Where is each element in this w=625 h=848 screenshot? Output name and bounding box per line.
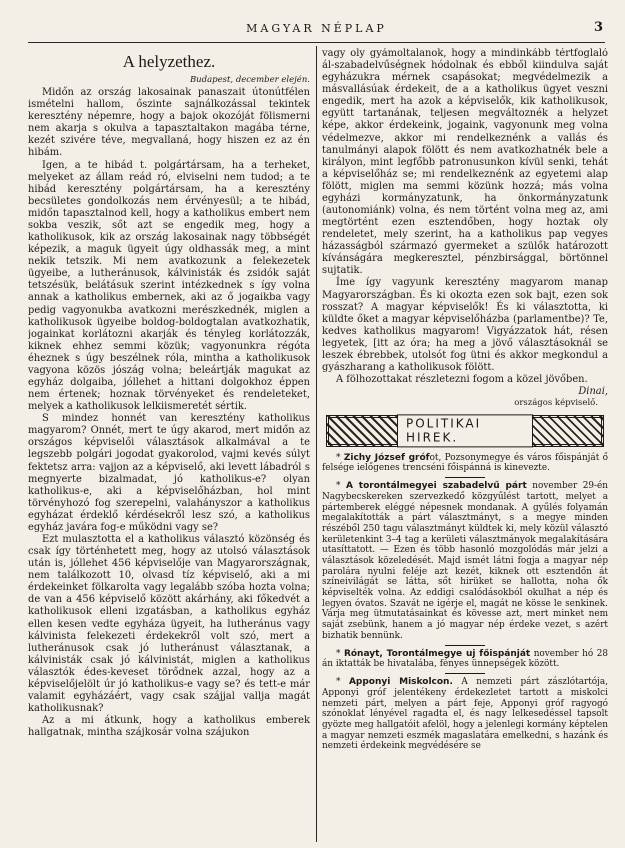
article-paragraph: S mindez honnét van keresztény katholikus magyarom? Onnét, mert te úgy akarod, mert midőn az országos képviselői választások alkalmával a te legszebb polgári jogodat gyakorolod, vajmi kevés súlyt fektetsz arra: vajjon az a képviselő, aki levett lábadról s megnyerte bizalmadat, jó katholikus-e? olyan katholikus-e, aki a képviselőházban, hol mint törvényhozó fog szerepelni, valahányszor a katholikus egyházat érdeklő kérdésekről lesz szó, a katholikus egyház javára fog-e működni vagy se? [28,413,310,533]
news-headline: Rónayt, Torontálmegye uj főispánját [343,648,531,659]
article-signature: Dinai, [578,386,608,398]
news-text: november 29-én Nagybecskereken szervezkedő közgyűlést tartott, melyet a pártemberek eléggé népesnek mondanak. A gyűlés folyamán megalakították a párt választmányt, s a megye minden részéből 250 tagu választmányt küldtek ki, mely közül választó kerületenkint 3–4 tag a kerületi választmányok megalakítására utasíttatott. — Ezen és több hasonló mozgolódás már jelzi a választások közeledését. Majd ismét látni fogja a magyar nép parolára nyulni feléje azt kezét, kiknek ott esztendőn át színeivilágát se látta, sőt hirüket se hallotta, noha ők képviselték volna. Az eddigi csalódásokból okulhat a nép és legyen óvatos. Szavát ne igérje el, magát ne kösse le senkinek. Várja meg ütmutatásainkat és kövesse azt, mert minket nem saját zsebünk, hanem a jó magyar nép érdeke vezet, s azért bizhatik bennünk. [322,481,608,641]
news-item: * Apponyi Miskolcon. A nemzeti párt zászlótartója, Apponyi gróf jelentékeny érdekezletet tartott a miskolci nemzeti párt, melyen a párt feje, Apponyi gróf ragyogó szónoklat lényével ragadta el, és nagy lelkesedéssel tapsolt gyözte meg hallgatóit afelöl, hogy a jelenlegi kormány képtelen a magyar nemzeti eszmék magaslatára emelkedni, s hazánk és nemzeti érdekeink megvédésére se [322,677,608,752]
news-item: * A torontálmegyei szabadelvű párt november 29-én Nagybecskereken szervezkedő közgyűlést tartott, melyet a pártemberek eléggé népesnek mondanak. A gyűlés folyamán megalakították a párt választmányt, s a megye minden részéből 250 tagu választmányt küldtek ki, mely közül választó kerületenkint 3–4 tag a kerületi választmányok megalakítására utasíttatott. — Ezen és több hasonló mozgolódás már jelzi a választások közeledését. Majd ismét látni fogja a magyar nép parolára nyulni feléje azt kezét, kiknek ott esztendőn át színeivilágát se látta, sőt hirüket se hallotta, noha ők képviselték volna. Az eddigi csalódásokból okulhat a nép és legyen óvatos. Szavát ne igérje el, magát ne kösse le senkinek. Várja meg ütmutatásainkat és kövesse azt, mert minket nem saját zsebünk, hanem a jó magyar nép érdeke vezet, s azért bizhatik bennünk. [322,481,608,641]
article-paragraph: Ezt mulasztotta el a katholikus választó közönség és csak így történhetett meg, hogy az utolsó választások után is, jóllehet 456 képviselője van Magyarországnak, nem találkozott 10, olvasd tíz képviselő, aki a mi érdekeinket fölkarolta vagy legalább szóba hozta volna; de van a 456 képviselő között akárhány, aki főkedvét a katholikusok elleni izgatásban, a katholikus egyház ellen kesen vedte egyháza ügyeit, ha lutheránus vagy kálvinista felekezeti érdekekről volt szó, mert a lutheránusok csak jó lutheránust választanak, a kálvinisták csak jó kálvinistát, miglen a katholikus választók édes-keveset törődnek azzal, hogy az a képviselőjelölt úr jó katholikus-e vagy se? és tett-e már valamit egyházáért, vagy csak szájjal vallja magát katholikusnak? [28,533,310,715]
news-separator [445,477,485,478]
right-column [322,48,608,842]
column-rule [316,46,317,842]
article-title: A helyzethez. [122,52,216,71]
article-paragraph: A fölhozottakat részletezni fogom a közel jövőben. [336,374,588,386]
masthead: MAGYAR NÉPLAP [246,22,387,35]
news-item: * Rónayt, Torontálmegye uj főispánját november hó 28 án iktatták be hivatalába, fényes ünnepségek között. [322,648,608,670]
news-list [322,453,608,752]
news-text: ot, Pozsonymegye és város főispánját ő felsége ielőgenes trencséni főispánná is kinevezte. [322,452,608,474]
article-paragraph: Igen, a te hibád t. polgártársam, ha a terheket, melyeket az állam reád ró, elviselni nem tudod; a te hibád keresztény polgártársam, ha a keresztény becsületes gondolkozás nem érvényesül; a te hibád, midőn tapasztalnod kell, hogy a katholikus embert nem sokba veszik, sőt azt se engedik meg, hogy a katholikusok, kik az ország lakosainak nagy többségét képezik, a maguk ügyeit úgy oldhassák meg, a mint nekik tetszik. Mi nem avatkozunk a felekezetek ügyeibe, a lutheránusok, kálvinisták és zsidók saját tetszésük, belátásuk szerint intézkednek s így volna annak a katholikus embernek, aki az ő jogaikba vagy pedig vagyonukba avatkozni merészkednék, miglen a katholikusok ügyeibe boldog-boldogtalan avatkozhatik, jogainkat korlátozni akarják és tényleg korlátozzák, kiknek ehhez semmi közük; vagyonunkra régóta éheznek s úgy beszélnek róla, mintha a katholikusok vagyona közös jószág volna; beleártják magukat az egyház dolgaiba, jóllehet a hittani dolgokhoz éppen nem értenek; hoznak törvényeket és rendeleteket, melyek a katholikusok lelkiismeretét sértik. [28,159,310,413]
article-signature-title: országos képviselő. [514,398,598,409]
article-paragraph: Az a mi átkunk, hogy a katholikus emberek hallgatnak, mintha szájkosár volna szájukon [28,715,310,739]
news-item: * Zichy József grófot, Pozsonymegye és város főispánját ő felsége ielőgenes trencséni főispánná is kinevezte. [322,452,608,474]
news-headline: Zichy József gróf [343,452,430,463]
news-separator [445,645,485,646]
section-banner [326,415,604,447]
page-number: 3 [593,20,603,35]
left-column [28,48,310,842]
article-paragraph: vagy oly gyámoltalanok, hogy a mindinkább tértfoglaló ál-szabadelvűségnek hódolnak és ebből kiindulva saját egyházukra mérnek csapásokat; megvédelmezik a másvallásúak érdekeit, de a a katholikus ügyet veszni engedik, mert ha azok a képviselők, kik katholikusok, együtt tartanának, teljesen megváltoznék a helyzet képe, akkor érdekeink, jogaink, vagyonunk meg volna védelmezve, akkor mi rendelkeznénk a vallás és tanulmányi alapok fölött és nem avatkozhatnék bele a királyon, mint legfőbb patronusunkon kívül senki, tehát a képviselőház se; mi rendelkeznénk az egyetemi alap fölött, miglen ma semmi közünk hozzá; más volna egyházi kormányzatunk, ha önkormányzatunk (autonomiánk) volna, és nem történt volna meg az, ami megtörtént ezen esztendőben, hogy hoztak oly rendeletet, mely szerint, ha a katholikus pap vegyes házasságból származó gyermeket a szülők határozott kívánságára megkeresztel, pénzbirsággal, börtönnel sujtatik. [322,48,608,277]
page-header [28,20,605,43]
news-separator [445,673,485,674]
news-headline: Apponyi Miskolcon. [348,677,453,688]
article-paragraph: Midőn az ország lakosainak panaszait útonútfélen ismételni hallom, őszinte sajnálkozással tekintek keresztény népemre, hogy a bajok okozóját fölismerni nem akarja s okulva a tapasztaltakon magába térne, kezét szivére téve, megvallaná, hogy hiszen ez az én hibám. [28,87,310,159]
article-paragraph: Íme így vagyunk keresztény magyarom manap Magyarországban. És ki okozta ezen sok bajt, ezen sok rosszat? A magyar képviselők! És ki választotta, ki küldte őket a magyar képviselőházba (parlamentbe)? Te, kedves katholikus magyarom! Vigyázzatok hát, résen legyetek, [itt az óra; ha meg a jövő választásoknál se leszek ébrebbek, utolsót fog ütni és akkor megkondul a gyászharang a katholikusok fölött. [322,277,608,374]
section-banner-title: POLITIKAI HIREK. [397,414,533,447]
news-text: A nemzeti párt zászlótartója, Apponyi gróf jelentékeny érdekezletet tartott a miskolci nemzeti párt, melyen a párt feje, Apponyi gróf ragyogó szónoklat lényével ragadta el, és nagy lelkesedéssel tapsolt gyözte meg hallgatóit afelöl, hogy a jelenlegi kormány képtelen a magyar nemzeti eszmék magaslatára emelkedni, s hazánk és nemzeti érdekeink megvédésére se [322,677,608,752]
article-dateline: Budapest, december elején. [189,74,310,85]
news-text: november hó 28 án iktatták be hivatalába, fényes ünnepségek között. [322,648,608,670]
news-headline: A torontálmegyei szabadelvű párt [345,481,527,492]
